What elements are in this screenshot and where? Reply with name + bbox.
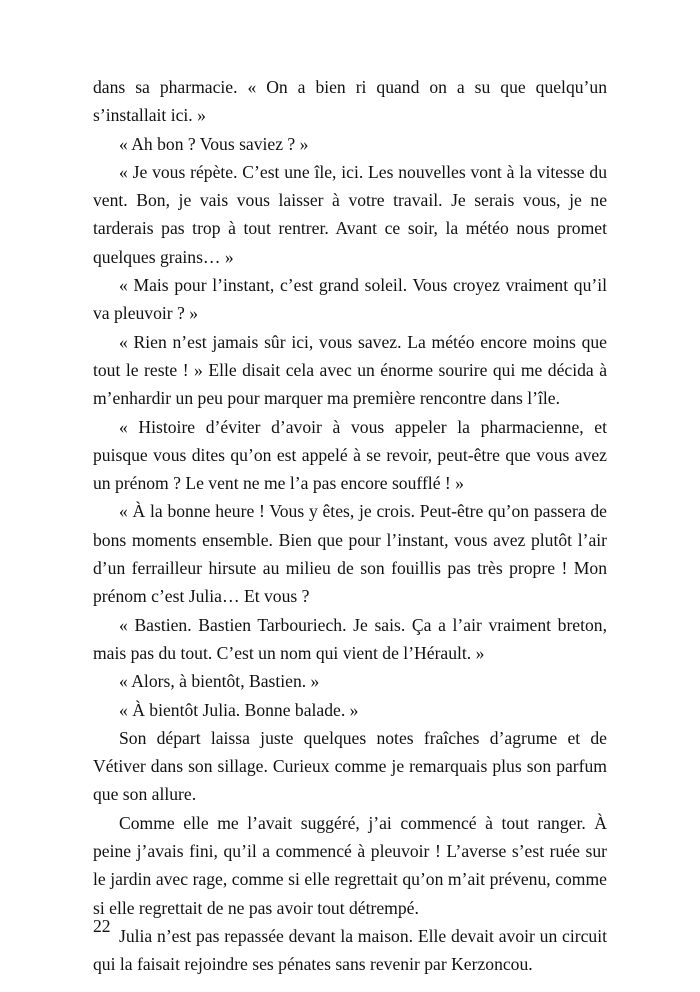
paragraph-9: « Alors, à bientôt, Bastien. » — [119, 671, 320, 692]
paragraph-3: « Je vous répète. C’est une île, ici. Les nouvelles vont à la vitesse du vent. Bon, je vais vous laisser à votre travail. Je serais vous, je ne tarderais pas trop à tout rentrer. Avant ce soir, la météo nous promet quelques grains… » — [93, 161, 607, 267]
paragraph-4: « Mais pour l’instant, c’est grand soleil. Vous croyez vraiment qu’il va pleuvoir ? » — [93, 275, 607, 324]
paragraph-13: Julia n’est pas repassée devant la maison. Elle devait avoir un circuit qui la faisait rejoindre ses pénates sans revenir par Kerzoncou. — [93, 925, 607, 975]
paragraph-7: « À la bonne heure ! Vous y êtes, je crois. Peut-être qu’on passera de bons moments ensemble. Bien que pour l’instant, vous avez plutôt l’air d’un ferrailleur hirsute au milieu de son fouillis pas très propre ! Mon prénom c’est Julia… Et vous ? — [93, 501, 607, 607]
paragraph-1: dans sa pharmacie. « On a bien ri quand on a su que quelqu’un s’installait ici. » — [93, 77, 607, 126]
paragraph-6: « Histoire d’éviter d’avoir à vous appeler la pharmacienne, et puisque vous dites qu’on est appelé à se revoir, peut-être que vous avez un prénom ? Le vent ne me l’a pas encore soufflé ! » — [93, 416, 607, 494]
paragraph-11: Son départ laissa juste quelques notes fraîches d’agrume et de Vétiver dans son sillage. Curieux comme je remarquais plus son parfum que son allure. — [93, 727, 607, 805]
page-number: 22 — [93, 916, 111, 936]
paragraph-8: « Bastien. Bastien Tarbouriech. Je sais. Ça a l’air vraiment breton, mais pas du tout. C’est un nom qui vient de l’Hérault. » — [93, 614, 607, 663]
paragraph-10: « À bientôt Julia. Bonne balade. » — [119, 699, 359, 720]
body-text — [93, 73, 607, 979]
paragraph-5: « Rien n’est jamais sûr ici, vous savez. La météo encore moins que tout le reste ! » Elle disait cela avec un énorme sourire qui me décida à m’enhardir un peu pour marquer ma première rencontre dans l’île. — [93, 331, 607, 409]
paragraph-12: Comme elle me l’avait suggéré, j’ai commencé à tout ranger. À peine j’avais fini, qu’il a commencé à pleuvoir ! L’averse s’est ruée sur le jardin avec rage, comme si elle regrettait qu’on m’ait prévenu, comme si elle regrettait de ne pas avoir tout détrempé. — [93, 812, 607, 918]
paragraph-2: « Ah bon ? Vous saviez ? » — [119, 133, 309, 154]
